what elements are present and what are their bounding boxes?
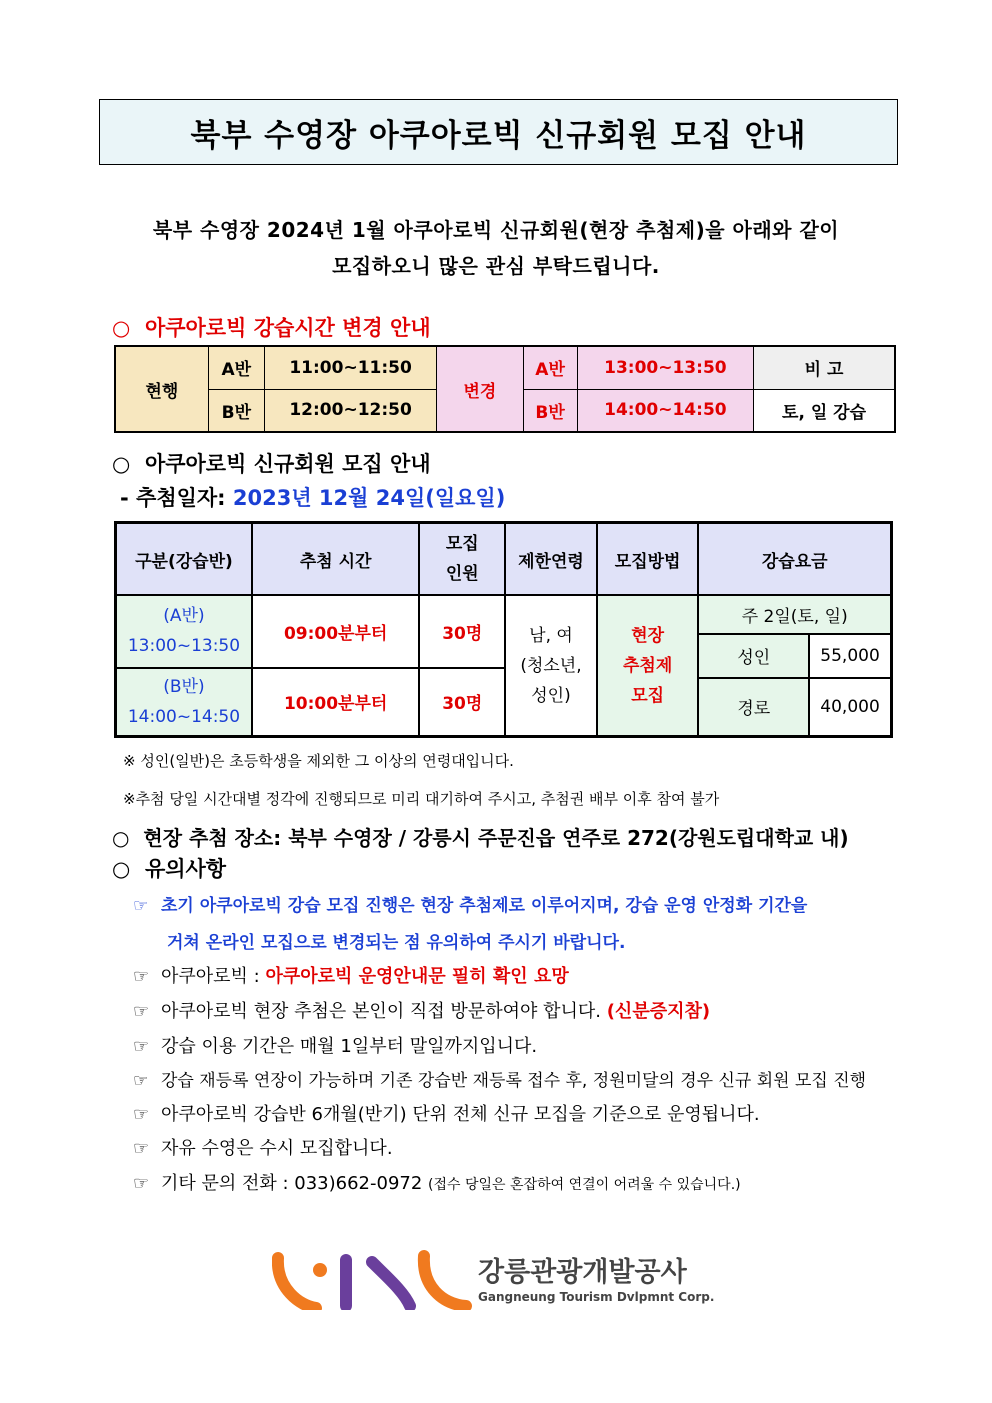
- header-class: 구분(강습반): [116, 523, 252, 595]
- class-a-cell: [116, 595, 252, 667]
- class-b-time: 14:00~14:50: [127, 706, 241, 727]
- section-recruit-title: 아쿠아로빅 신규회원 모집 안내: [144, 452, 431, 476]
- current-time-b: 12:00~12:50: [264, 389, 436, 432]
- fee-adult-value: 55,000: [809, 634, 891, 678]
- caution-contact-note: (접수 당일은 혼잡하여 연결이 어려울 수 있습니다.): [428, 1177, 741, 1193]
- intro-line-1: 북부 수영장 2024년 1월 아쿠아로빅 신규회원(현장 추첨제)을 아래와 같이: [152, 218, 840, 242]
- pointing-hand-icon: ☞: [133, 1138, 150, 1159]
- new-time-a: 13:00~13:50: [577, 346, 753, 389]
- header-fee: 강습요금: [698, 523, 891, 595]
- caution-free-swim-text: 자유 수영은 수시 모집합니다.: [161, 1138, 393, 1159]
- note-weekend: 토, 일 강습: [754, 389, 895, 432]
- section-cautions-heading: [112, 853, 226, 883]
- header-count: [419, 523, 505, 595]
- caution-online-text1: 초기 아쿠아로빅 강습 모집 진행은 현장 추첨제로 이루어지며, 강습 운영 안정화 기간을: [161, 896, 808, 916]
- note-adult-definition: ※ 성인(일반)은 초등학생을 제외한 그 이상의 연령대입니다.: [123, 752, 514, 770]
- caution-reregister-text: 강습 재등록 연장이 가능하며 기존 강습반 재등록 접수 후, 정원미달의 경우 신규 회원 모집 진행: [161, 1071, 867, 1091]
- company-name-en: Gangneung Tourism Dvlpmnt Corp.: [478, 1290, 715, 1304]
- current-label: 현행: [115, 346, 208, 432]
- section-schedule-title: 아쿠아로빅 강습시간 변경 안내: [144, 316, 431, 340]
- pointing-hand-icon: ☞: [133, 1173, 150, 1194]
- note-header: 비 고: [754, 346, 895, 389]
- caution-period: [133, 1032, 537, 1058]
- caution-free-swim: [133, 1134, 393, 1160]
- logo-orange-stroke-left: [278, 1258, 316, 1308]
- class-b-cell: [116, 668, 252, 736]
- caution-period-text: 강습 이용 기간은 매월 1일부터 말일까지입니다.: [161, 1036, 538, 1057]
- schedule-change-table: [114, 345, 896, 433]
- caution-online-line2: 거쳐 온라인 모집으로 변경되는 점 유의하여 주시기 바랍니다.: [167, 933, 626, 953]
- circle-marker: ○: [112, 316, 131, 340]
- draw-date: [120, 482, 505, 512]
- circle-marker: ○: [112, 452, 131, 476]
- caution-six-months: [133, 1100, 760, 1126]
- caution-reregister: [133, 1066, 866, 1091]
- pointing-hand-icon: ☞: [133, 896, 149, 916]
- caution-online-line1: [133, 891, 807, 916]
- change-label: 변경: [437, 346, 523, 432]
- draw-date-label: - 추첨일자:: [120, 486, 226, 510]
- current-class-a: A반: [208, 346, 264, 389]
- method-cell: [597, 595, 699, 736]
- circle-marker: ○: [112, 826, 130, 850]
- header-count-line2: 인원: [445, 564, 479, 585]
- new-class-b: B반: [523, 389, 577, 432]
- intro-line-2: 모집하오니 많은 관심 부탁드립니다.: [332, 254, 660, 278]
- note-draw-procedure: ※추첨 당일 시간대별 정각에 진행되므로 미리 대기하여 주시고, 추첨권 배부 이후 참여 불가: [123, 790, 720, 808]
- fee-senior-value: 40,000: [809, 678, 891, 736]
- pointing-hand-icon: ☞: [133, 1104, 150, 1125]
- recruit-table: [114, 521, 893, 738]
- header-age: 제한연령: [505, 523, 597, 595]
- caution-id-required: (신분증지참): [606, 1001, 711, 1022]
- pointing-hand-icon: ☞: [133, 966, 150, 987]
- logo-orange-dot: [313, 1263, 327, 1277]
- method-line2: 추첨제: [623, 655, 673, 676]
- pointing-hand-icon: ☞: [133, 1036, 150, 1057]
- page-title: 북부 수영장 아쿠아로빅 신규회원 모집 안내: [99, 99, 898, 165]
- section-schedule-heading: [112, 312, 431, 342]
- circle-marker: ○: [112, 857, 131, 881]
- new-class-a: A반: [523, 346, 577, 389]
- caution-contact: [133, 1169, 741, 1195]
- draw-time-b: 10:00분부터: [252, 668, 420, 736]
- draw-location: [112, 822, 849, 851]
- class-b-label: (B반): [163, 676, 205, 697]
- header-draw-time: 추첨 시간: [252, 523, 420, 595]
- class-a-label: (A반): [163, 606, 205, 627]
- header-method: 모집방법: [597, 523, 699, 595]
- new-time-b: 14:00~14:50: [577, 389, 753, 432]
- caution-in-person: [133, 997, 710, 1023]
- age-line2: (청소년,: [520, 655, 582, 676]
- current-class-b: B반: [208, 389, 264, 432]
- company-logo-mark: [272, 1248, 472, 1310]
- class-a-time: 13:00~13:50: [127, 636, 241, 657]
- section-recruit-heading: [112, 448, 431, 478]
- caution-six-months-text: 아쿠아로빅 강습반 6개월(반기) 단위 전체 신규 모집을 기준으로 운영됩니다.: [161, 1104, 760, 1125]
- age-cell: [505, 595, 597, 736]
- method-line1: 현장: [631, 625, 665, 646]
- draw-date-value: 2023년 12월 24일(일요일): [232, 486, 506, 510]
- caution-guide-emphasis: 아쿠아로빅 운영안내문 필히 확인 요망: [265, 966, 569, 987]
- header-count-line1: 모집: [445, 534, 479, 555]
- age-line3: 성인): [531, 685, 571, 706]
- caution-contact-text: 기타 문의 전화 : 033)662-0972: [161, 1173, 429, 1194]
- current-time-a: 11:00~11:50: [264, 346, 436, 389]
- logo-orange-stroke-right: [424, 1256, 466, 1306]
- fee-adult-label: 성인: [698, 634, 809, 678]
- age-line1: 남, 여: [529, 625, 573, 646]
- count-b: 30명: [419, 668, 505, 736]
- pointing-hand-icon: ☞: [133, 1001, 150, 1022]
- logo-purple-stroke-2: [372, 1262, 410, 1306]
- caution-guide-prefix: 아쿠아로빅 :: [161, 966, 266, 987]
- draw-location-text: 현장 추첨 장소: 북부 수영장 / 강릉시 주문진읍 연주로 272(강원도립대학교 내): [143, 826, 849, 850]
- pointing-hand-icon: ☞: [133, 1071, 149, 1091]
- caution-guide: [133, 962, 569, 988]
- count-a: 30명: [419, 595, 505, 667]
- caution-in-person-text: 아쿠아로빅 현장 추첨은 본인이 직접 방문하여야 합니다.: [161, 1001, 607, 1022]
- draw-time-a: 09:00분부터: [252, 595, 420, 667]
- company-name-ko: 강릉관광개발공사: [478, 1257, 687, 1288]
- section-cautions-title: 유의사항: [144, 857, 227, 881]
- method-line3: 모집: [631, 685, 665, 706]
- fee-days: 주 2일(토, 일): [698, 595, 891, 633]
- fee-senior-label: 경로: [698, 678, 809, 736]
